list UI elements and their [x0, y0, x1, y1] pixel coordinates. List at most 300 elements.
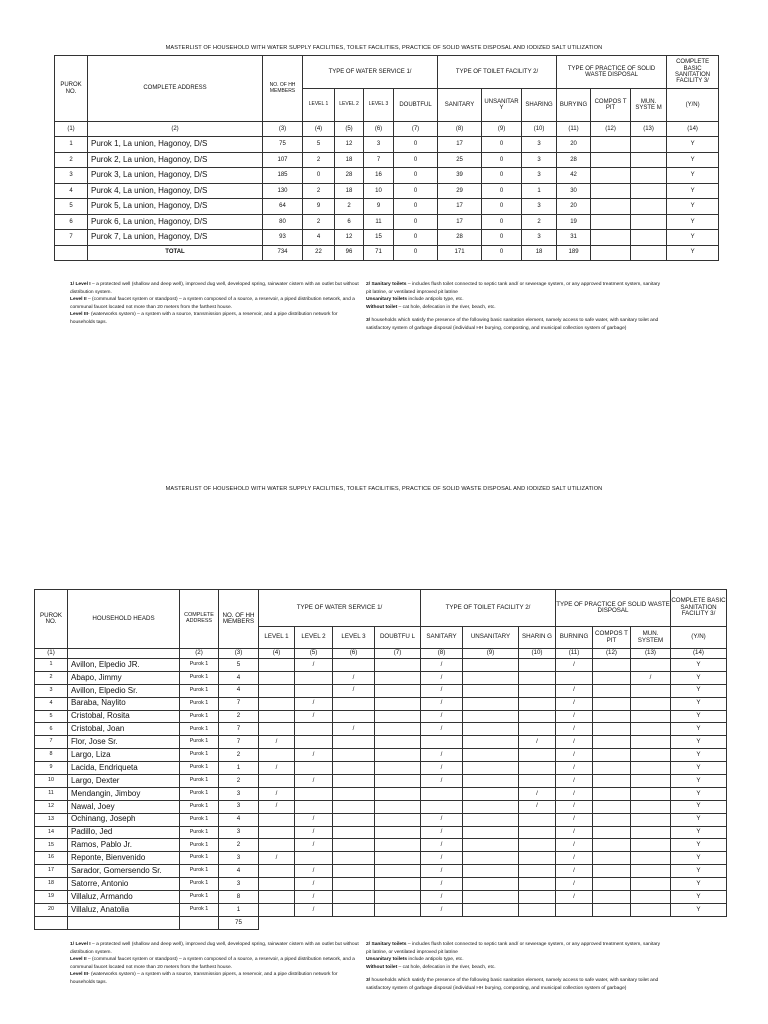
header-sanitation: COMPLETE BASIC SANITATION FACILITY 3/ — [667, 56, 719, 89]
cell-compost — [591, 199, 631, 215]
cell-address: Purok 1 — [180, 749, 219, 762]
note-text: – cat hole, defecation in the river, beach, etc. — [397, 304, 496, 310]
cell-doubtful — [375, 684, 421, 697]
table-row — [35, 671, 727, 684]
cell-unsanitary: 0 — [482, 168, 522, 184]
cell-address: Purok 1 — [180, 775, 219, 788]
cell-compost — [593, 762, 631, 775]
header-level3: LEVEL 3 — [333, 627, 375, 649]
cell-unsanitary — [463, 852, 519, 865]
cell-burying: 20 — [557, 199, 591, 215]
household-table — [34, 589, 727, 930]
cell-l2 — [295, 723, 333, 736]
cell-l3 — [333, 749, 375, 762]
cell-members: 3 — [219, 800, 259, 813]
cell-doubtful: 0 — [394, 168, 438, 184]
cell-members: 64 — [263, 199, 303, 215]
cell-yn: Y — [671, 710, 727, 723]
cell-doubtful — [375, 749, 421, 762]
cell-sanitary — [421, 736, 463, 749]
cell-members: 93 — [263, 230, 303, 246]
cell-no: 17 — [35, 865, 68, 878]
cell-mun — [631, 891, 671, 904]
header-toilet: TYPE OF TOILET FACILITY 2/ — [421, 590, 556, 627]
cell-members: 130 — [263, 183, 303, 199]
header-level1: LEVEL 1 — [259, 627, 295, 649]
cell-l1 — [259, 723, 295, 736]
total-sharing: 18 — [522, 245, 557, 260]
header-level2: LEVEL 2 — [335, 89, 364, 122]
cell-purok: 5 — [55, 199, 88, 215]
cell-l2: 12 — [335, 230, 364, 246]
cell-l3: 9 — [364, 199, 394, 215]
cell-compost — [593, 813, 631, 826]
cell-members: 3 — [219, 852, 259, 865]
cell-unsanitary — [463, 878, 519, 891]
cell-yn: Y — [671, 826, 727, 839]
note-text: – (communal faucet system or standpost) – a system composed of a source, a reservoir, a piped distribution network, and a communal faucet located not more than 20 meters from the farthest house. — [70, 297, 355, 310]
cell-l1: / — [259, 800, 295, 813]
cell-burning: / — [556, 659, 593, 672]
note-text: – a protected well (shallow and deep well), improved dug well, developed spring, rainwater cistern with an outlet but without distribution system. — [70, 942, 359, 955]
cell-name: Largo, Liza — [68, 749, 180, 762]
cell-sanitary: 17 — [438, 214, 482, 230]
cell-l1 — [259, 826, 295, 839]
cell-yn: Y — [667, 199, 719, 215]
cell-l1 — [259, 891, 295, 904]
cell-yn: Y — [667, 152, 719, 168]
cell-compost — [593, 671, 631, 684]
cell-l2: 2 — [335, 199, 364, 215]
cell-l1 — [259, 697, 295, 710]
cell-l2: / — [295, 891, 333, 904]
cell-name: Mendangin, Jimboy — [68, 787, 180, 800]
cell-l2: / — [295, 826, 333, 839]
cell-unsanitary — [463, 839, 519, 852]
cell-doubtful: 0 — [394, 214, 438, 230]
cell-burying: 31 — [557, 230, 591, 246]
cell-address: Purok 7, La union, Hagonoy, D/S — [88, 230, 263, 246]
cell-l3 — [333, 697, 375, 710]
cell-sanitary: 17 — [438, 199, 482, 215]
cell-l2: / — [295, 839, 333, 852]
cell-l3 — [333, 659, 375, 672]
cell-address: Purok 1 — [180, 852, 219, 865]
colnum: (12) — [591, 122, 631, 137]
cell-unsanitary: 0 — [482, 214, 522, 230]
cell-purok: 4 — [55, 183, 88, 199]
cell-address: Purok 1 — [180, 671, 219, 684]
cell-l1: 5 — [303, 137, 335, 153]
cell-unsanitary — [463, 697, 519, 710]
cell-sharing — [519, 813, 556, 826]
cell-doubtful — [375, 839, 421, 852]
cell-purok: 7 — [55, 230, 88, 246]
cell-no: 20 — [35, 903, 68, 916]
cell-yn: Y — [671, 787, 727, 800]
colnum: (7) — [375, 649, 421, 659]
cell-mun — [631, 736, 671, 749]
total-doubtful: 0 — [394, 245, 438, 260]
note-label: Level III — [70, 312, 88, 318]
cell-l1: 2 — [303, 152, 335, 168]
header-level1: LEVEL 1 — [303, 89, 335, 122]
cell-name: Avillon, Elpedio Sr. — [68, 684, 180, 697]
cell-compost — [593, 878, 631, 891]
cell-address: Purok 1, La union, Hagonoy, D/S — [88, 137, 263, 153]
total-cell — [68, 916, 180, 929]
cell-burning: / — [556, 891, 593, 904]
cell-burning: / — [556, 865, 593, 878]
cell-members: 2 — [219, 749, 259, 762]
table-row — [35, 762, 727, 775]
cell-members: 4 — [219, 671, 259, 684]
cell-sharing — [519, 775, 556, 788]
cell-burning: / — [556, 749, 593, 762]
cell-purok: 2 — [55, 152, 88, 168]
cell-l2 — [295, 762, 333, 775]
cell-l1 — [259, 710, 295, 723]
cell-sharing: 3 — [522, 152, 557, 168]
header-members: NO. OF HH MEMBERS — [219, 590, 259, 649]
cell-yn: Y — [667, 168, 719, 184]
page-title-1: MASTERLIST OF HOUSEHOLD WITH WATER SUPPLY FACILITIES, TOILET FACILITIES, PRACTICE OF SOLID WASTE DISPOSAL AND IODIZED SALT UTILIZATION — [165, 45, 603, 51]
cell-no: 19 — [35, 891, 68, 904]
cell-l2: 6 — [335, 214, 364, 230]
cell-compost — [593, 865, 631, 878]
cell-l3 — [333, 852, 375, 865]
table-row — [35, 852, 727, 865]
header-waste: TYPE OF PRACTICE OF SOLID WASTE DISPOSAL — [557, 56, 667, 89]
note-text: – includes flush toilet connected to septic tank and/ or sewerage system, or any approved treatment system, sanitary pit latrine, or ventilated improved pit latrine — [366, 282, 661, 295]
cell-l2: / — [295, 903, 333, 916]
cell-unsanitary — [463, 659, 519, 672]
table-row — [35, 659, 727, 672]
header-waste: TYPE OF PRACTICE OF SOLID WASTE DISPOSAL — [556, 590, 671, 627]
cell-unsanitary — [463, 891, 519, 904]
header-burying: BURYING — [557, 89, 591, 122]
cell-burying: 28 — [557, 152, 591, 168]
cell-burying: 42 — [557, 168, 591, 184]
total-unsanitary: 0 — [482, 245, 522, 260]
cell-address: Purok 3, La union, Hagonoy, D/S — [88, 168, 263, 184]
cell-mun — [631, 787, 671, 800]
cell-address: Purok 2, La union, Hagonoy, D/S — [88, 152, 263, 168]
cell-mun — [631, 723, 671, 736]
cell-no: 11 — [35, 787, 68, 800]
cell-doubtful: 0 — [394, 230, 438, 246]
total-row — [35, 916, 727, 929]
cell-l3: 11 — [364, 214, 394, 230]
table-row — [35, 697, 727, 710]
cell-sharing: 3 — [522, 168, 557, 184]
cell-l2: / — [295, 775, 333, 788]
total-blank — [259, 916, 727, 929]
cell-members: 80 — [263, 214, 303, 230]
cell-l2 — [295, 787, 333, 800]
cell-burning: / — [556, 775, 593, 788]
cell-members: 4 — [219, 865, 259, 878]
cell-no: 10 — [35, 775, 68, 788]
cell-yn: Y — [667, 183, 719, 199]
colnum: (10) — [522, 122, 557, 137]
cell-sanitary: / — [421, 684, 463, 697]
total-label: TOTAL — [88, 245, 263, 260]
cell-yn: Y — [671, 891, 727, 904]
colnum: (6) — [333, 649, 375, 659]
cell-unsanitary — [463, 800, 519, 813]
cell-sharing — [519, 878, 556, 891]
cell-l1 — [259, 775, 295, 788]
total-cell — [55, 245, 88, 260]
cell-unsanitary — [463, 813, 519, 826]
cell-l3 — [333, 762, 375, 775]
cell-sanitary: / — [421, 826, 463, 839]
cell-unsanitary — [463, 684, 519, 697]
cell-sharing — [519, 865, 556, 878]
cell-doubtful — [375, 736, 421, 749]
colnum: (8) — [421, 649, 463, 659]
note-label: Unsanitary toilets — [366, 957, 408, 963]
cell-l2: / — [295, 878, 333, 891]
cell-l1: / — [259, 762, 295, 775]
cell-address: Purok 1 — [180, 723, 219, 736]
table-row — [35, 736, 727, 749]
cell-burning: / — [556, 839, 593, 852]
header-toilet: TYPE OF TOILET FACILITY 2/ — [438, 56, 557, 89]
cell-address: Purok 1 — [180, 903, 219, 916]
cell-name: Abapo, Jimmy — [68, 671, 180, 684]
header-sharing: SHARIN G — [519, 627, 556, 649]
cell-no: 7 — [35, 736, 68, 749]
cell-sharing — [519, 852, 556, 865]
cell-unsanitary — [463, 762, 519, 775]
table-row — [55, 230, 719, 246]
cell-l1 — [259, 903, 295, 916]
cell-mun — [631, 183, 667, 199]
cell-sanitary: / — [421, 878, 463, 891]
header-sanitary: SANITARY — [421, 627, 463, 649]
cell-l3 — [333, 813, 375, 826]
header-purok: PUROK NO. — [55, 56, 88, 122]
cell-l2: / — [295, 749, 333, 762]
cell-doubtful — [375, 710, 421, 723]
cell-l1: / — [259, 736, 295, 749]
cell-compost — [593, 903, 631, 916]
cell-yn: Y — [671, 762, 727, 775]
colnum: (3) — [263, 122, 303, 137]
colnum: (5) — [295, 649, 333, 659]
cell-yn: Y — [671, 749, 727, 762]
cell-doubtful — [375, 878, 421, 891]
cell-sanitary: / — [421, 749, 463, 762]
cell-no: 13 — [35, 813, 68, 826]
cell-l2: 18 — [335, 183, 364, 199]
cell-address: Purok 1 — [180, 659, 219, 672]
cell-l2 — [295, 800, 333, 813]
cell-compost — [593, 749, 631, 762]
cell-compost — [593, 723, 631, 736]
cell-unsanitary: 0 — [482, 199, 522, 215]
total-yn: Y — [667, 245, 719, 260]
cell-address: Purok 1 — [180, 697, 219, 710]
cell-mun — [631, 839, 671, 852]
cell-mun — [631, 199, 667, 215]
cell-l1 — [259, 865, 295, 878]
colnum: (1) — [35, 649, 68, 659]
cell-burning: / — [556, 697, 593, 710]
cell-yn: Y — [667, 137, 719, 153]
cell-mun — [631, 813, 671, 826]
cell-mun — [631, 710, 671, 723]
cell-sharing — [519, 697, 556, 710]
cell-yn: Y — [671, 800, 727, 813]
colnum: (14) — [667, 122, 719, 137]
cell-l2: / — [295, 659, 333, 672]
header-mun: MUN. SYSTEM — [631, 627, 671, 649]
cell-sharing — [519, 710, 556, 723]
cell-mun — [631, 775, 671, 788]
summary-table — [54, 55, 719, 261]
cell-l3: / — [333, 684, 375, 697]
header-level3: LEVEL 3 — [364, 89, 394, 122]
header-sharing: SHARING — [522, 89, 557, 122]
cell-doubtful — [375, 826, 421, 839]
cell-yn: Y — [671, 865, 727, 878]
header-members: NO. OF HH MEMBERS — [263, 56, 303, 122]
header-purok: PUROK NO. — [35, 590, 68, 649]
cell-mun: / — [631, 671, 671, 684]
cell-name: Padillo, Jed — [68, 826, 180, 839]
note-label: Level III — [70, 972, 88, 978]
cell-purok: 6 — [55, 214, 88, 230]
cell-compost — [593, 787, 631, 800]
header-doubtful: DOUBTFUL — [394, 89, 438, 122]
cell-compost — [593, 800, 631, 813]
note-label: 1/ Level I — [70, 282, 91, 287]
header-address: COMPLETE ADDRESS — [88, 56, 263, 122]
cell-no: 12 — [35, 800, 68, 813]
note-text: households which satisfy the presence of the following basic sanitation element, namely access to safe water, with sanitary toilet and satisfactory system of garbage disposal (individual HH burying, composting, and municipal collection system of garbage) — [366, 978, 659, 991]
cell-doubtful — [375, 659, 421, 672]
cell-address: Purok 1 — [180, 826, 219, 839]
cell-doubtful: 0 — [394, 199, 438, 215]
note-text: - (waterworks system) – a system with a source, transmission pipers, a reservoir, and a pipe distribution network for households taps. — [70, 972, 338, 985]
cell-compost — [593, 852, 631, 865]
cell-address: Purok 1 — [180, 787, 219, 800]
cell-name: Satorre, Antonio — [68, 878, 180, 891]
cell-members: 7 — [219, 736, 259, 749]
note-text: – (communal faucet system or standpost) – a system composed of a source, a reservoir, a piped distribution network, and a communal faucet located not more than 20 meters from the farthest house. — [70, 957, 355, 970]
note-label: Level II — [70, 957, 87, 963]
cell-doubtful — [375, 891, 421, 904]
cell-l2: 12 — [335, 137, 364, 153]
table-row — [35, 723, 727, 736]
cell-name: Ramos, Pablo Jr. — [68, 839, 180, 852]
note-text: include antipolo type, etc. — [407, 297, 464, 303]
table-row — [35, 826, 727, 839]
header-compost: COMPOS T PIT — [593, 627, 631, 649]
cell-mun — [631, 826, 671, 839]
cell-no: 14 — [35, 826, 68, 839]
cell-sanitary — [421, 787, 463, 800]
cell-name: Avillon, Elpedio JR. — [68, 659, 180, 672]
cell-sharing: / — [519, 800, 556, 813]
cell-address: Purok 1 — [180, 762, 219, 775]
cell-members: 4 — [219, 813, 259, 826]
toilet-notes-2 — [366, 941, 666, 993]
cell-members: 185 — [263, 168, 303, 184]
header-mun: MUN. SYSTE M — [631, 89, 667, 122]
cell-yn: Y — [671, 684, 727, 697]
cell-l3: 16 — [364, 168, 394, 184]
cell-l3: 10 — [364, 183, 394, 199]
cell-sanitary: / — [421, 852, 463, 865]
cell-address: Purok 4, La union, Hagonoy, D/S — [88, 183, 263, 199]
cell-sanitary: 29 — [438, 183, 482, 199]
cell-l3: 15 — [364, 230, 394, 246]
cell-l3 — [333, 736, 375, 749]
colnum: (9) — [482, 122, 522, 137]
cell-sharing: 3 — [522, 137, 557, 153]
cell-no: 4 — [35, 697, 68, 710]
table-row — [55, 152, 719, 168]
table-row — [35, 775, 727, 788]
cell-mun — [631, 684, 671, 697]
cell-burning — [556, 671, 593, 684]
cell-l1 — [259, 749, 295, 762]
header-unsanitary: UNSANITAR Y — [482, 89, 522, 122]
cell-name: Cristobal, Rosita — [68, 710, 180, 723]
cell-doubtful — [375, 800, 421, 813]
cell-name: Villaluz, Anatolia — [68, 903, 180, 916]
cell-mun — [631, 852, 671, 865]
cell-doubtful — [375, 697, 421, 710]
cell-address: Purok 1 — [180, 800, 219, 813]
cell-l3 — [333, 775, 375, 788]
cell-doubtful — [375, 723, 421, 736]
header-burning: BURNING — [556, 627, 593, 649]
cell-compost — [593, 891, 631, 904]
cell-l3 — [333, 839, 375, 852]
cell-compost — [593, 839, 631, 852]
cell-mun — [631, 697, 671, 710]
cell-burning: / — [556, 813, 593, 826]
cell-compost — [593, 710, 631, 723]
cell-address: Purok 6, La union, Hagonoy, D/S — [88, 214, 263, 230]
total-row — [55, 245, 719, 260]
colnum: (14) — [671, 649, 727, 659]
cell-mun — [631, 230, 667, 246]
cell-sharing — [519, 671, 556, 684]
cell-l3 — [333, 826, 375, 839]
header-compost: COMPOS T PIT — [591, 89, 631, 122]
cell-l3 — [333, 787, 375, 800]
cell-yn: Y — [671, 671, 727, 684]
cell-unsanitary — [463, 710, 519, 723]
cell-compost — [591, 230, 631, 246]
cell-no: 15 — [35, 839, 68, 852]
cell-mun — [631, 214, 667, 230]
cell-yn: Y — [671, 852, 727, 865]
page-title-2: MASTERLIST OF HOUSEHOLD WITH WATER SUPPLY FACILITIES, TOILET FACILITIES, PRACTICE OF SOLID WASTE DISPOSAL AND IODIZED SALT UTILIZATION — [165, 486, 603, 492]
cell-sharing: 3 — [522, 199, 557, 215]
cell-sanitary: 39 — [438, 168, 482, 184]
cell-address: Purok 1 — [180, 813, 219, 826]
total-cell — [180, 916, 219, 929]
total-compost — [591, 245, 631, 260]
cell-unsanitary — [463, 775, 519, 788]
